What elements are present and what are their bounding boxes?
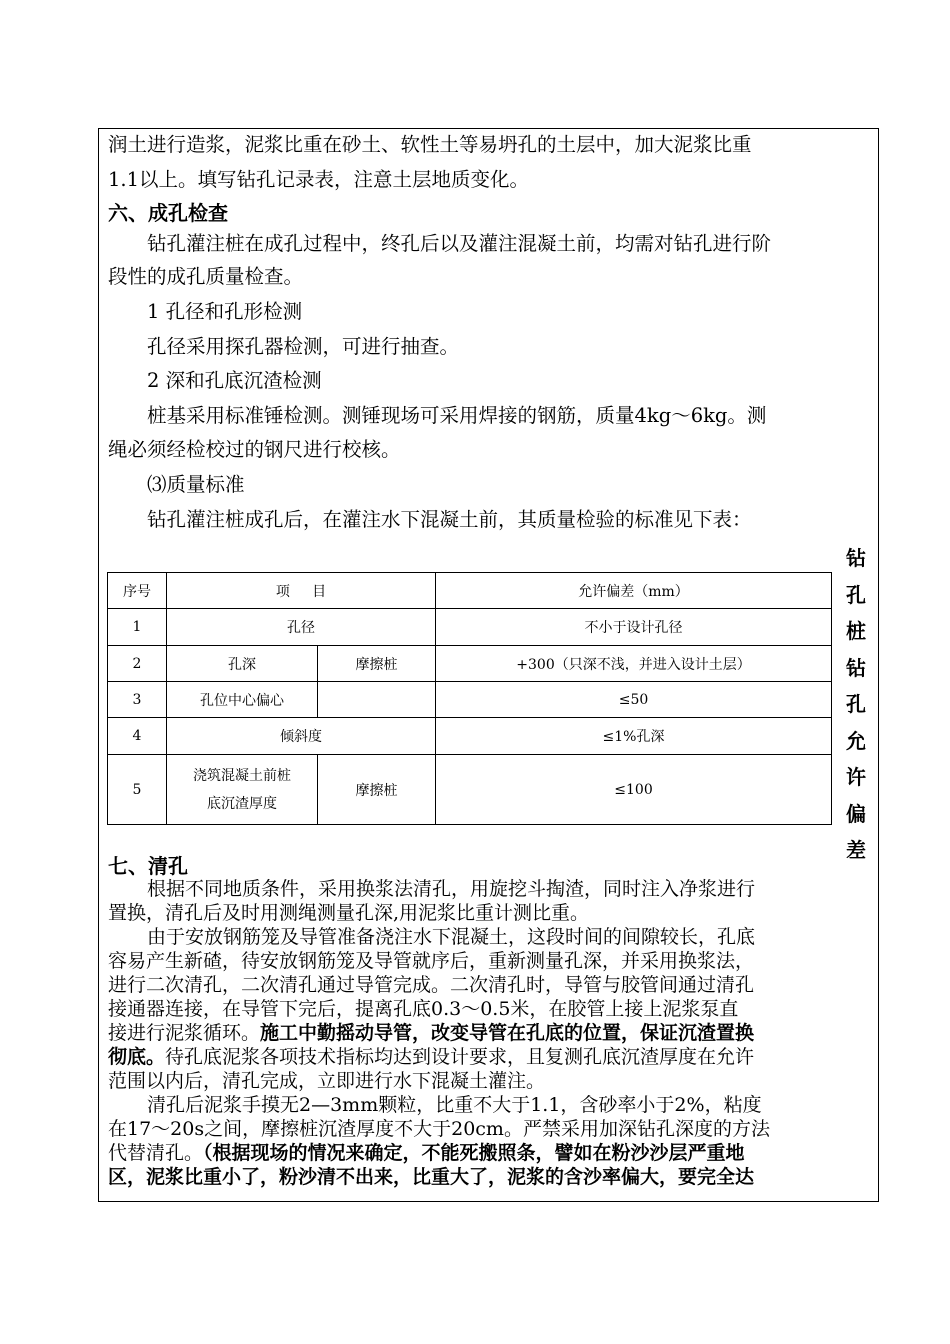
cell-no: 5 xyxy=(108,755,167,825)
text-line: 接通器连接，在导管下完后，提离孔底0.3～0.5米，在胶管上接上泥浆泵直 xyxy=(108,998,739,1020)
cell-item-line: 浇筑混凝土前桩 xyxy=(193,767,291,784)
table-row xyxy=(108,682,832,718)
text-line: 润土进行造浆，泥浆比重在砂土、软性土等易坍孔的土层中，加大泥浆比重 xyxy=(108,133,752,156)
cell-no: 2 xyxy=(108,646,167,682)
cell-tolerance: ≤100 xyxy=(436,755,832,825)
side-char: 允 xyxy=(846,728,866,753)
cell-tolerance: +300（只深不浅，并进入设计土层） xyxy=(436,646,832,682)
text-line: 根据不同地质条件，采用换浆法清孔，用旋挖斗掏渣，同时注入净浆进行 xyxy=(147,878,756,900)
cell-item xyxy=(167,755,318,825)
text-span: 接进行泥浆循环。 xyxy=(108,1022,261,1044)
cell-item: 孔深 xyxy=(167,646,318,682)
cell-item: 孔径 xyxy=(167,609,436,646)
cell-item: 倾斜度 xyxy=(167,718,436,755)
cell-no: 1 xyxy=(108,609,167,646)
text-line: 孔径采用探孔器检测，可进行抽查。 xyxy=(147,335,460,358)
table-row xyxy=(108,718,832,755)
text-line xyxy=(108,1021,870,1045)
text-line xyxy=(108,1141,870,1165)
text-line: 桩基采用标准锤检测。测锤现场可采用焊接的钢筋，质量4kg～6kg。测 xyxy=(147,404,767,427)
text-line: 进行二次清孔，二次清孔通过导管完成。二次清孔时，导管与胶管间通过清孔 xyxy=(108,974,755,996)
cell-sub xyxy=(318,682,436,718)
subheading-3: ⑶质量标准 xyxy=(147,473,245,496)
table-row xyxy=(108,755,832,825)
text-line: 钻孔灌注桩在成孔过程中，终孔后以及灌注混凝土前，均需对钻孔进行阶 xyxy=(147,232,772,255)
side-char: 许 xyxy=(846,765,866,789)
subheading-1: 1 孔径和孔形检测 xyxy=(147,300,303,323)
cell-no: 3 xyxy=(108,682,167,718)
emphasis-text: 区，泥浆比重小了，粉沙清不出来，比重大了，泥浆的含沙率偏大，要完全达 xyxy=(108,1166,755,1188)
text-line: 由于安放钢筋笼及导管准备浇注水下混凝土，这段时间的间隙较长，孔底 xyxy=(147,926,756,948)
side-char: 孔 xyxy=(846,692,866,716)
emphasis-text: （根据现场的情况来确定，不能死搬照条，譬如在粉沙沙层严重地 xyxy=(203,1142,745,1164)
cell-sub: 摩擦桩 xyxy=(318,646,436,682)
cell-tolerance: 不小于设计孔径 xyxy=(436,609,832,646)
tolerance-table xyxy=(107,572,832,825)
table-header-row xyxy=(108,573,832,609)
side-char: 偏 xyxy=(846,801,866,826)
cell-tolerance: ≤1%孔深 xyxy=(436,718,832,755)
emphasis-text: 彻底。 xyxy=(108,1046,166,1068)
cell-no: 4 xyxy=(108,718,167,755)
side-char: 孔 xyxy=(846,582,866,607)
text-span: 代替清孔。 xyxy=(108,1142,204,1164)
text-line: 清孔后泥浆手摸无2—3mm颗粒，比重不大于1.1，含砂率小于2%，粘度 xyxy=(147,1094,762,1116)
header-no: 序号 xyxy=(108,573,167,609)
table-row xyxy=(108,646,832,682)
table-row xyxy=(108,609,832,646)
text-line xyxy=(108,1045,870,1069)
text-line: 范围以内后，清孔完成，立即进行水下混凝土灌注。 xyxy=(108,1070,546,1092)
text-line xyxy=(108,1165,870,1189)
cell-tolerance: ≤50 xyxy=(436,682,832,718)
section-heading-6: 六、成孔检查 xyxy=(108,201,228,225)
section-heading-7: 七、清孔 xyxy=(108,854,188,878)
text-line: 置换，清孔后及时用测绳测量孔深,用泥浆比重计测比重。 xyxy=(108,902,590,924)
header-item: 项 目 xyxy=(167,573,436,609)
text-line: 容易产生新碴，待安放钢筋笼及导管就序后，重新测量孔深，并采用换浆法， xyxy=(108,950,755,972)
side-char: 桩 xyxy=(846,619,866,643)
cell-sub: 摩擦桩 xyxy=(318,755,436,825)
text-line: 1.1以上。填写钻孔记录表，注意土层地质变化。 xyxy=(108,168,530,191)
section7-body xyxy=(108,877,870,1189)
emphasis-text: 施工中勤摇动导管，改变导管在孔底的位置，保证沉渣置换 xyxy=(260,1022,755,1044)
subheading-2: 2 深和孔底沉渣检测 xyxy=(147,369,322,392)
text-line: 钻孔灌注桩成孔后，在灌注水下混凝土前，其质量检验的标准见下表： xyxy=(147,508,752,531)
table-side-title xyxy=(842,540,870,869)
text-line: 绳必须经检校过的钢尺进行校核。 xyxy=(108,438,401,461)
text-span: 待孔底泥浆各项技术指标均达到设计要求，且复测孔底沉渣厚度在允许 xyxy=(165,1046,755,1068)
side-char: 差 xyxy=(846,838,866,862)
side-char: 钻 xyxy=(846,546,866,570)
side-char: 钻 xyxy=(846,655,866,680)
cell-item-line: 底沉渣厚度 xyxy=(207,795,277,812)
header-tolerance: 允许偏差（mm） xyxy=(436,573,832,609)
text-line: 段性的成孔质量检查。 xyxy=(108,265,304,288)
cell-item: 孔位中心偏心 xyxy=(167,682,318,718)
text-line: 在17～20s之间，摩擦桩沉渣厚度不大于20cm。严禁采用加深钻孔深度的方法 xyxy=(108,1118,770,1140)
